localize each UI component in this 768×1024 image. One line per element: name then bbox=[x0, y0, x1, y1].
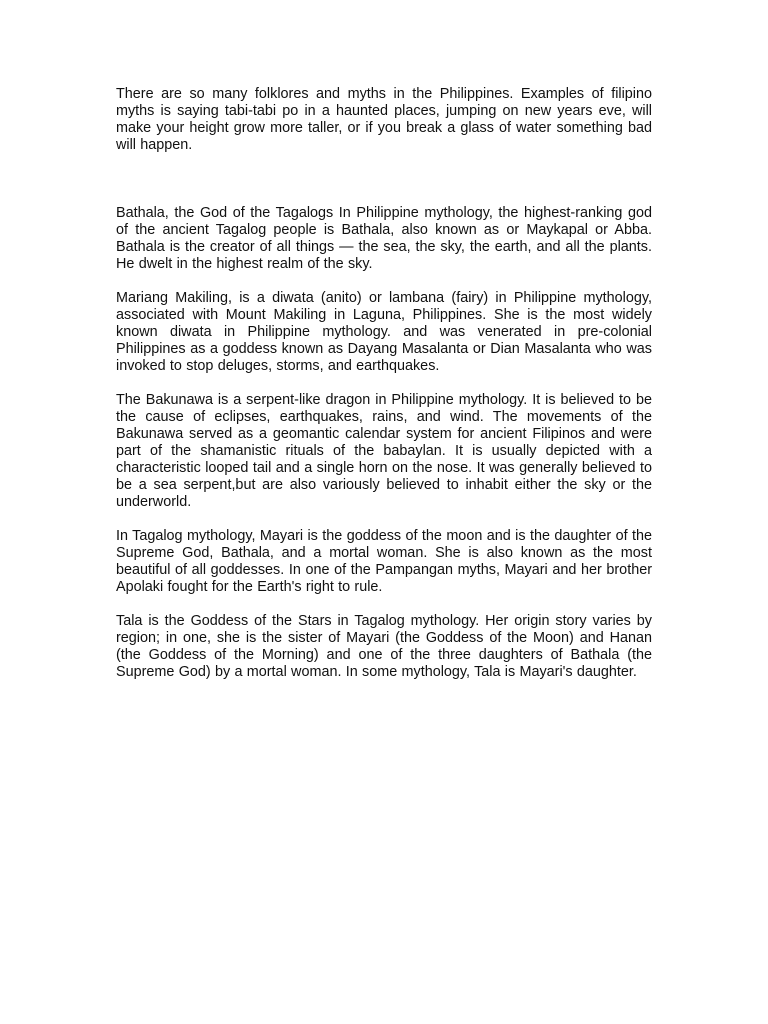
paragraph-bathala: Bathala, the God of the Tagalogs In Philippine mythology, the highest-ranking god of the ancient Tagalog people is Bathala, also known as or Maykapal or Abba. Bathala is the creator of all things — the sea, the sky, the earth, and all the plants. He dwelt in the highest realm of the sky. bbox=[116, 205, 652, 272]
paragraph-intro: There are so many folklores and myths in the Philippines. Examples of filipino myths is saying tabi-tabi po in a haunted places, jumping on new years eve, will make your height grow more taller, or if you break a glass of water something bad will happen. bbox=[116, 86, 652, 153]
paragraph-mayari: In Tagalog mythology, Mayari is the goddess of the moon and is the daughter of the Supreme God, Bathala, and a mortal woman. She is also known as the most beautiful of all goddesses. In one of the Pampangan myths, Mayari and her brother Apolaki fought for the Earth's right to rule. bbox=[116, 528, 652, 595]
paragraph-mariang-makiling: Mariang Makiling, is a diwata (anito) or lambana (fairy) in Philippine mythology, associated with Mount Makiling in Laguna, Philippines. She is the most widely known diwata in Philippine mythology. and was venerated in pre-colonial Philippines as a goddess known as Dayang Masalanta or Dian Masalanta who was invoked to stop deluges, storms, and earthquakes. bbox=[116, 290, 652, 374]
paragraph-tala: Tala is the Goddess of the Stars in Tagalog mythology. Her origin story varies by region; in one, she is the sister of Mayari (the Goddess of the Moon) and Hanan (the Goddess of the Morning) and one of the three daughters of Bathala (the Supreme God) by a mortal woman. In some mythology, Tala is Mayari's daughter. bbox=[116, 613, 652, 680]
paragraph-bakunawa: The Bakunawa is a serpent-like dragon in Philippine mythology. It is believed to be the cause of eclipses, earthquakes, rains, and wind. The movements of the Bakunawa served as a geomantic calendar system for ancient Filipinos and were part of the shamanistic rituals of the babaylan. It is usually depicted with a characteristic looped tail and a single horn on the nose. It was generally believed to be a sea serpent,but are also variously believed to inhabit either the sky or the underworld. bbox=[116, 392, 652, 510]
document-page bbox=[116, 86, 652, 698]
